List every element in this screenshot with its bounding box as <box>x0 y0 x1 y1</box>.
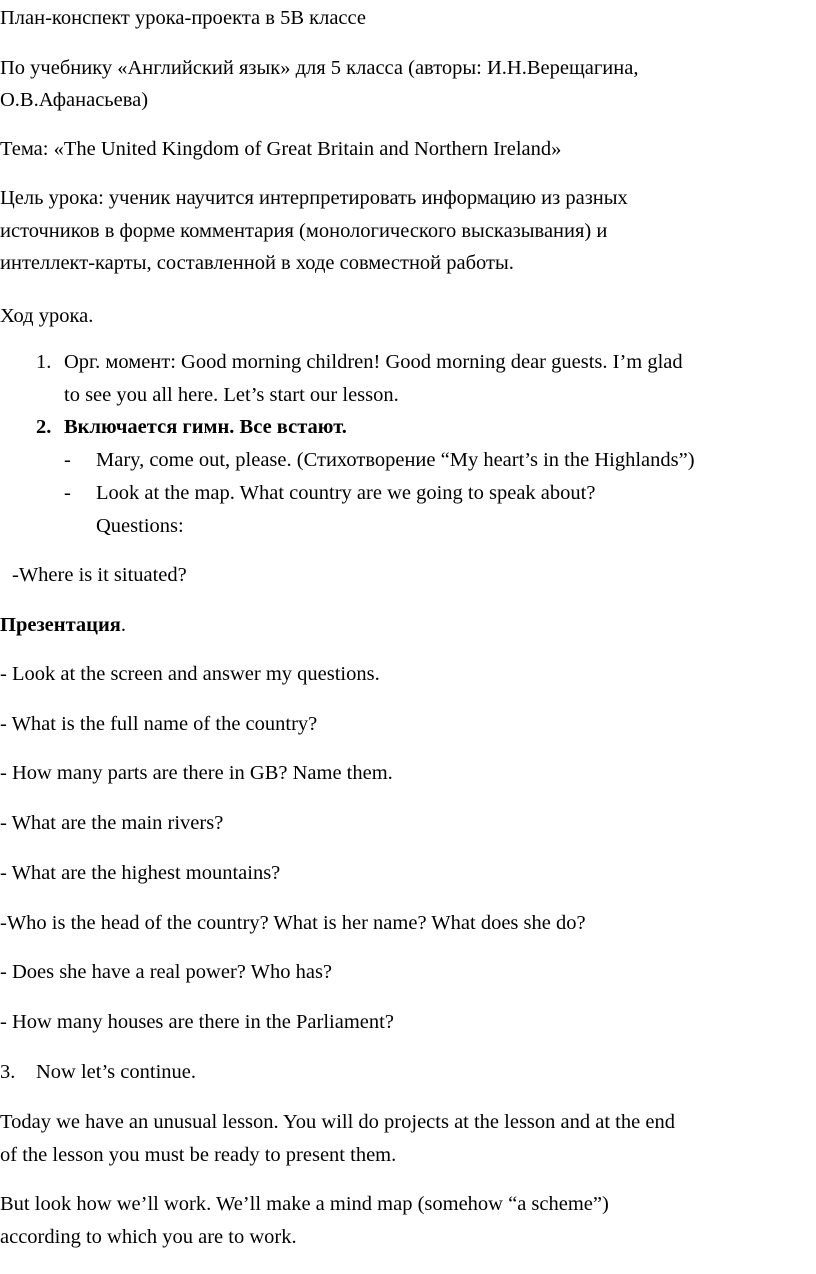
sub-item-2-dash: - <box>64 482 71 504</box>
item-3-number: 3. <box>0 1061 16 1083</box>
topic-line: Тема: «The United Kingdom of Great Britain and Northern Ireland» <box>0 138 562 160</box>
goal-line-1: Цель урока: ученик научится интерпретировать информацию из разных <box>0 187 628 209</box>
textbook-line-2: О.В.Афанасьева) <box>0 89 149 111</box>
paragraph-1-line-2: of the lesson you must be ready to present them. <box>0 1144 397 1166</box>
goal-line-3: интеллект-карты, составленной в ходе совместной работы. <box>0 252 514 274</box>
sub-item-2-line-2: Questions: <box>96 515 184 537</box>
sub-item-1 <box>64 444 695 476</box>
question-4: - What are the main rivers? <box>0 812 224 834</box>
where-question: -Where is it situated? <box>12 564 187 586</box>
textbook-line-1: По учебнику «Английский язык» для 5 класса (авторы: И.Н.Верещагина, <box>0 57 639 79</box>
item-2 <box>36 411 347 443</box>
sub-item-1-dash: - <box>64 449 71 471</box>
course-heading: Ход урока. <box>0 305 94 327</box>
item-1-text: Орг. момент: Good morning children! Good morning dear guests. I’m glad <box>64 351 683 373</box>
paragraph-2-line-1: But look how we’ll work. We’ll make a mind map (somehow “a scheme”) <box>0 1193 609 1215</box>
sub-item-2-text: Look at the map. What country are we going to speak about? <box>96 482 596 504</box>
item-2-number: 2. <box>36 416 52 438</box>
item-1-number: 1. <box>36 351 52 373</box>
question-1: - Look at the screen and answer my questions. <box>0 663 380 685</box>
goal-line-2: источников в форме комментария (монологического высказывания) и <box>0 220 608 242</box>
sub-item-1-text: Mary, come out, please. (Стихотворение “My heart’s in the Highlands”) <box>96 449 695 471</box>
item-1-line-2: to see you all here. Let’s start our lesson. <box>64 384 399 406</box>
question-8: - How many houses are there in the Parliament? <box>0 1011 394 1033</box>
question-2: - What is the full name of the country? <box>0 713 318 735</box>
sub-item-2-line-1 <box>64 477 595 509</box>
item-3-text: Now let’s continue. <box>36 1061 196 1083</box>
question-3: - How many parts are there in GB? Name them. <box>0 762 393 784</box>
doc-title: План-конспект урока-проекта в 5В классе <box>0 7 366 29</box>
paragraph-2-line-2: according to which you are to work. <box>0 1226 297 1248</box>
presentation-dot: . <box>120 614 127 636</box>
presentation-label: Презентация <box>0 614 121 636</box>
item-1-line-1 <box>36 346 683 378</box>
question-7: - Does she have a real power? Who has? <box>0 961 333 983</box>
item-3 <box>0 1056 196 1088</box>
paragraph-1-line-1: Today we have an unusual lesson. You will do projects at the lesson and at the end <box>0 1111 675 1133</box>
item-2-text: Включается гимн. Все встают. <box>64 416 347 438</box>
presentation-heading <box>0 609 126 641</box>
question-5: - What are the highest mountains? <box>0 862 281 884</box>
question-6: -Who is the head of the country? What is her name? What does she do? <box>0 912 586 934</box>
